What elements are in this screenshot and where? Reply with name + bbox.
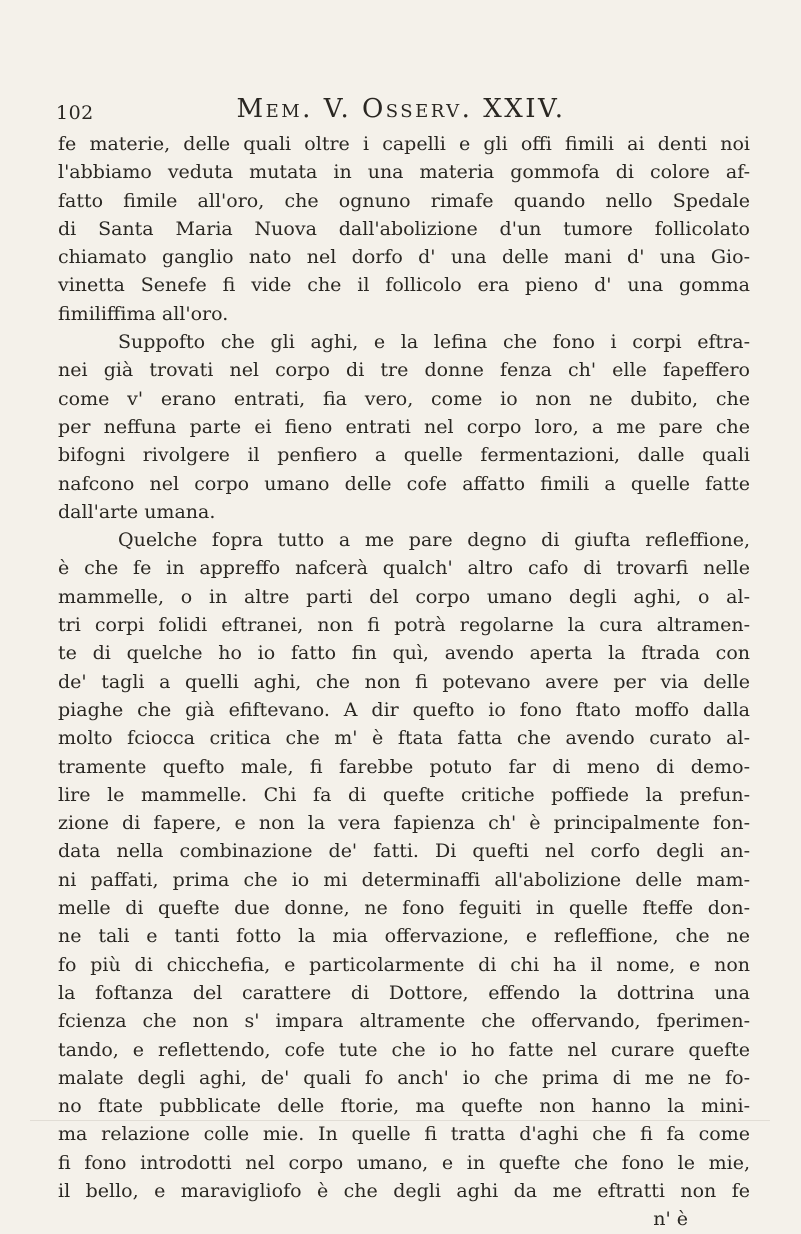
text-line: il bello, e maravigliofo è che degli aghi da me eftratti non fe <box>58 1179 750 1202</box>
text-line: tri corpi folidi eftranei, non fi potrà regolarne la cura altramen- <box>58 614 750 637</box>
text-line: chiamato ganglio nato nel dorfo d' una delle mani d' una Gio- <box>58 246 750 269</box>
text-line: fe materie, delle quali oltre i capelli e gli offi fimili ai denti noi <box>58 133 750 155</box>
running-head <box>56 94 746 126</box>
text-line: l'abbiamo veduta mutata in una materia gommofa di colore af- <box>58 161 750 184</box>
text-line: melle di quefte due donne, ne fono feguiti in quelle fteffe don- <box>58 897 750 920</box>
text-line: fatto fimile all'oro, che ognuno rimafe quando nello Spedale <box>58 189 750 212</box>
text-line: tramente quefto male, fi farebbe potuto far di meno di demo- <box>58 755 750 778</box>
text-line: data nella combinazione de' fatti. Di quefti nel corfo degli an- <box>58 840 750 863</box>
text-line: mammelle, o in altre parti del corpo umano degli aghi, o al- <box>58 585 750 608</box>
text-line: no ftate pubblicate delle ftorie, ma quefte non hanno la mini- <box>58 1095 750 1118</box>
text-line: te di quelche ho io fatto fin quì, avendo aperta la ftrada con <box>58 642 750 665</box>
text-line: bifogni rivolgere il penfiero a quelle fermentazioni, dalle quali <box>58 444 750 467</box>
text-line: dall'arte umana. <box>58 500 216 523</box>
text-line: lire le mammelle. Chi fa di quefte critiche poffiede la prefun- <box>58 783 750 806</box>
text-line: malate degli aghi, de' quali fo anch' io che prima di me ne fo- <box>58 1066 750 1089</box>
text-line: è che fe in appreffo nafcerà qualch' altro cafo di trovarfi nelle <box>58 557 750 580</box>
text-line: fcienza che non s' impara altramente che offervando, fperimen- <box>58 1010 750 1033</box>
catchword: n' è <box>653 1208 688 1231</box>
text-line: fo più di chicchefia, e particolarmente di chi ha il nome, e non <box>58 953 750 976</box>
text-line: nafcono nel corpo umano delle cofe affatto fimili a quelle fatte <box>58 472 750 495</box>
text-line: zione di fapere, e non la vera fapienza ch' è principalmente fon- <box>58 812 750 835</box>
text-line: de' tagli a quelli aghi, che non fi potevano avere per via delle <box>58 670 750 693</box>
text-line: vinetta Senefe fi vide che il follicolo era pieno d' una gomma <box>58 274 750 297</box>
text-line: come v' erano entrati, fia vero, come io non ne dubito, che <box>58 387 750 410</box>
text-line: Suppofto che gli aghi, e la lefina che fono i corpi eftra- <box>118 331 750 354</box>
text-line: fimiliffima all'oro. <box>58 302 229 325</box>
text-line: piaghe che già efiftevano. A dir quefto io fono ftato moffo dalla <box>58 698 750 721</box>
text-line: tando, e reflettendo, cofe tute che io ho fatte nel curare quefte <box>58 1038 750 1061</box>
page-edge-mark <box>30 1120 770 1121</box>
text-line: fi fono introdotti nel corpo umano, e in quefte che fono le mie, <box>58 1151 750 1174</box>
text-line: ne tali e tanti fotto la mia offervazione, e refleffione, che ne <box>58 925 750 948</box>
text-line: ma relazione colle mie. In quelle fi tratta d'aghi che fi fa come <box>58 1123 750 1146</box>
body-text <box>58 130 750 1234</box>
running-title: Mem. V. Osserv. XXIV. <box>236 94 566 124</box>
page-number: 102 <box>56 102 94 124</box>
text-line: molto fciocca critica che m' è ftata fatta che avendo curato al- <box>58 727 750 750</box>
text-line: di Santa Maria Nuova dall'abolizione d'un tumore follicolato <box>58 217 750 240</box>
text-line: ni paffati, prima che io mi determinaffi all'abolizione delle mam- <box>58 868 750 891</box>
text-line: Quelche fopra tutto a me pare degno di giufta refleffione, <box>118 529 750 552</box>
text-line: la foftanza del carattere di Dottore, effendo la dottrina una <box>58 981 750 1004</box>
text-line: per neffuna parte ei fieno entrati nel corpo loro, a me pare che <box>58 415 750 438</box>
text-line: nei già trovati nel corpo di tre donne fenza ch' elle fapeffero <box>58 359 750 382</box>
